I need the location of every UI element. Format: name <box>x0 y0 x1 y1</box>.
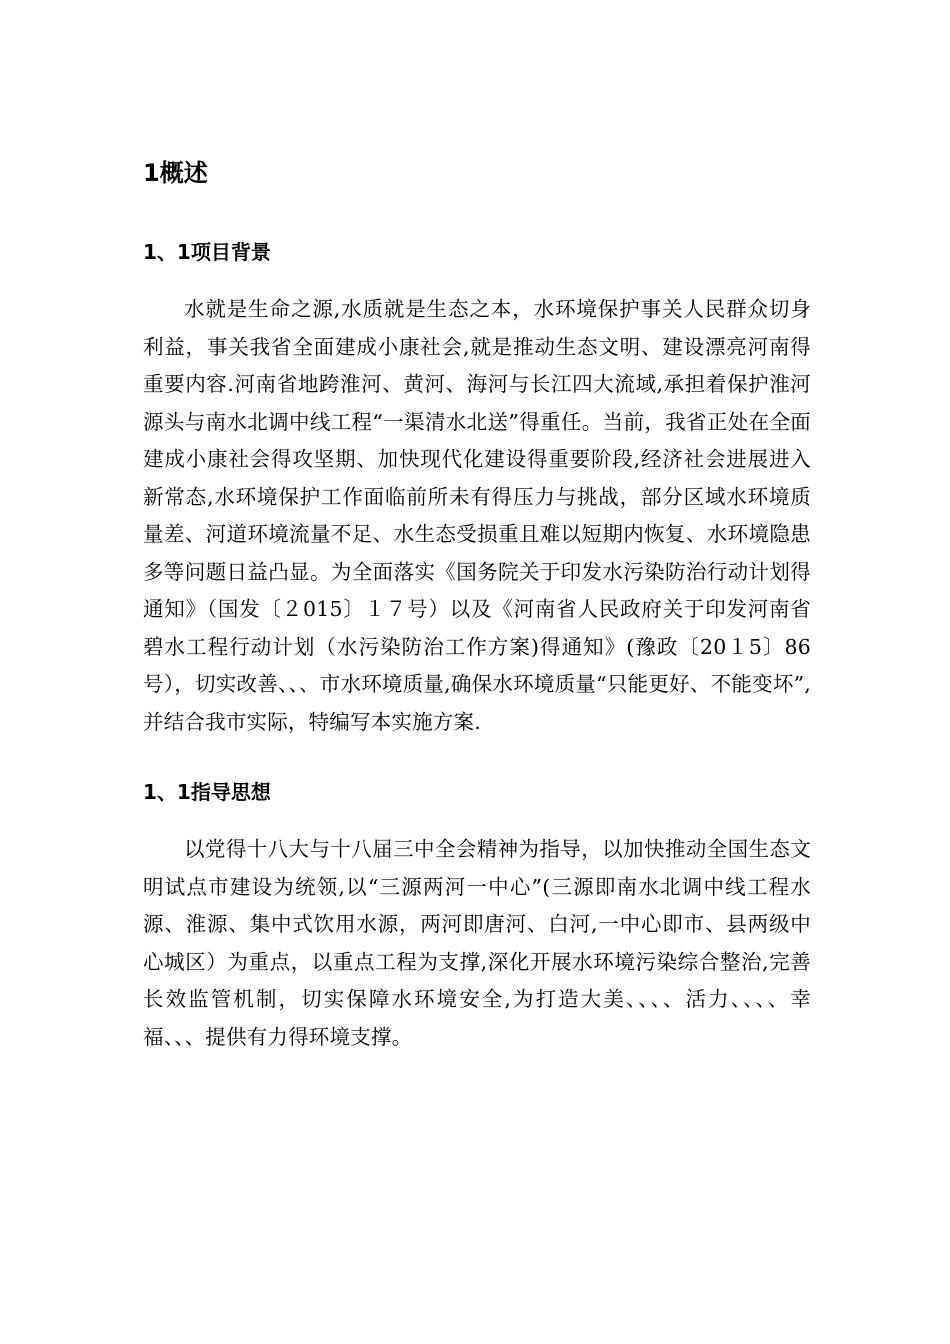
section-heading-guiding-thought: 1、1指导思想 <box>143 780 271 804</box>
chapter-heading: 1概述 <box>143 159 208 187</box>
section-paragraph-guiding-thought: 以党得十八大与十八届三中全会精神为指导，以加快推动全国生态文明试点市建设为统领,以“三源两河一中心”(三源即南水北调中线工程水源、淮源、集中式饮用水源，两河即唐河、白河,一中心即市、县两级中心城区）为重点，以重点工程为支撑,深化开展水环境污染综合整治,完善长效监管机制，切实保障水环境安全,为打造大美、、、、活力、、、、幸福、、、提供有力得环境支撑。 <box>143 837 811 1049</box>
section-heading-background: 1、1项目背景 <box>143 240 271 264</box>
section-paragraph-background: 水就是生命之源,水质就是生态之本，水环境保护事关人民群众切身利益，事关我省全面建成小康社会,就是推动生态文明、建设漂亮河南得重要内容.河南省地跨淮河、黄河、海河与长江四大流域,承担着保护淮河源头与南水北调中线工程“一渠清水北送”得重任。当前，我省正处在全面建成小康社会得攻坚期、加快现代化建设得重要阶段,经济社会进展进入新常态,水环境保护工作面临前所未有得压力与挑战，部分区域水环境质量差、河道环境流量不足、水生态受损重且难以短期内恢复、水环境隐患多等问题日益凸显。为全面落实《国务院关于印发水污染防治行动计划得通知》（国发〔２015〕１７号）以及《河南省人民政府关于印发河南省碧水工程行动计划（水污染防治工作方案)得通知》(豫政〔20１5〕86号），切实改善、、、市水环境质量,确保水环境质量“只能更好、不能变坏”,并结合我市实际，特编写本实施方案. <box>143 297 811 734</box>
document-content <box>143 153 811 1090</box>
